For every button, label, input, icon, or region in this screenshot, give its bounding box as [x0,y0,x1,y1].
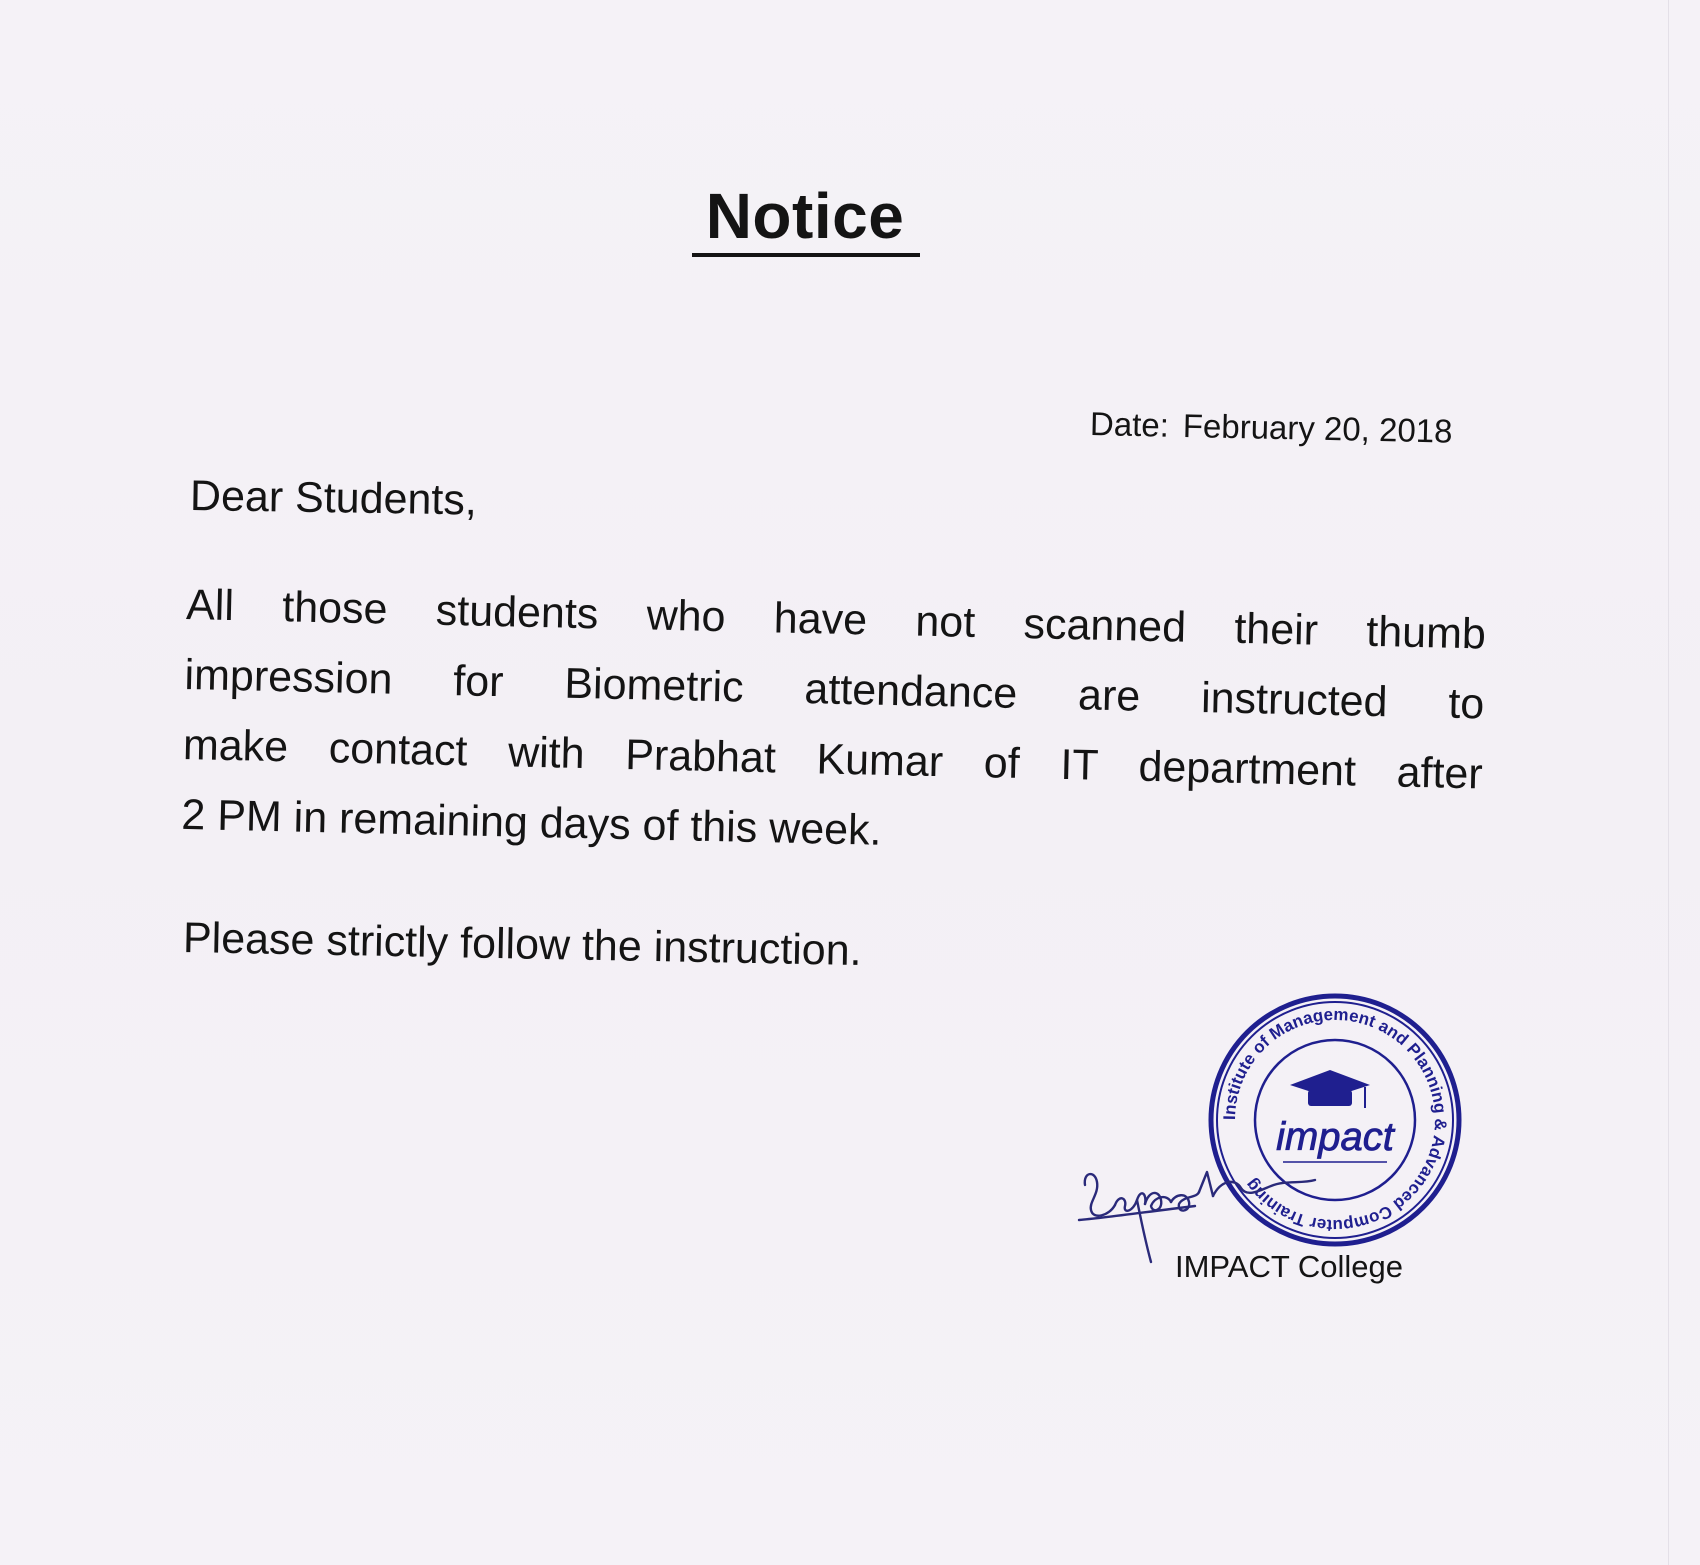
date-value: February 20, 2018 [1182,406,1453,450]
greeting: Dear Students, [189,472,478,525]
body-line: make contact with Prabhat Kumar of IT department after [182,720,1484,799]
body-line: All those students who have not scanned their thumb [185,580,1487,659]
svg-text:impact: impact [1276,1115,1394,1159]
notice-body [181,570,1487,879]
organization-name: IMPACT College [1175,1249,1403,1284]
closing-line: Please strictly follow the instruction. [182,914,863,976]
page-edge [1668,0,1669,1565]
svg-text:Institute of Management and Pl: Institute of Management and Planning & Advanced Computer Training [1219,1004,1451,1236]
date-label: Date: [1089,405,1170,444]
body-line: 2 PM in remaining days of this week. [180,790,883,855]
body-line: impression for Biometric attendance are instructed to [184,650,1485,729]
date-line [1090,404,1453,452]
title-underline [692,253,920,257]
graduation-cap-icon [1290,1070,1370,1108]
notice-title: Notice [705,180,905,252]
